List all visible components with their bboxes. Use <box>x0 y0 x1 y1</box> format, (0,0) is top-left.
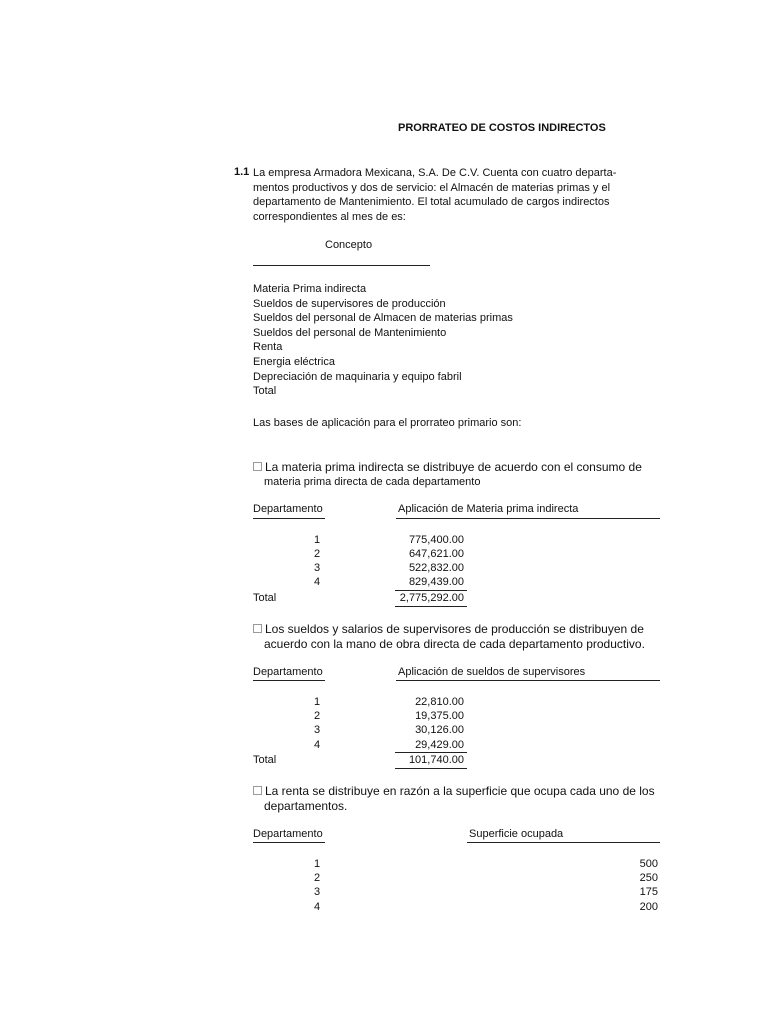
bullet-a <box>253 460 642 489</box>
concept-item: Materia Prima indirecta <box>253 283 367 295</box>
col-header-department: Departamento <box>253 503 323 515</box>
value-cell: 250 <box>639 872 658 884</box>
checkbox-glyph-icon <box>253 462 262 471</box>
value-cell: 829,439.00 <box>408 576 464 588</box>
value-cell: 200 <box>639 901 658 913</box>
dept-cell: 1 <box>313 534 321 546</box>
intro-line: departamento de Mantenimiento. El total acumulado de cargos indirectos <box>253 196 610 209</box>
dept-cell: 1 <box>313 696 321 708</box>
col-header-value: Superficie ocupada <box>469 828 564 840</box>
bullet-line: materia prima directa de cada departamento <box>264 475 481 488</box>
intro-line: correspondientes al mes de es: <box>253 210 406 223</box>
dept-cell: 1 <box>313 858 321 870</box>
header-underline <box>253 518 325 519</box>
checkbox-glyph-icon <box>253 786 262 795</box>
dept-cell: 2 <box>313 710 321 722</box>
checkbox-glyph-icon <box>253 624 262 633</box>
col-header-department: Departamento <box>253 666 323 678</box>
concept-underline <box>253 265 430 266</box>
dept-cell: 4 <box>313 901 321 913</box>
bullet-line: La renta se distribuye en razón a la superficie que ocupa cada uno de los <box>265 784 655 798</box>
total-value: 2,775,292.00 <box>399 592 464 604</box>
col-header-department: Departamento <box>253 828 323 840</box>
bases-text: Las bases de aplicación para el prorrateo primario son: <box>253 417 522 429</box>
concept-item: Sueldos del personal de Almacen de materias primas <box>253 312 513 325</box>
value-cell: 775,400.00 <box>408 534 464 546</box>
bullet-line: acuerdo con la mano de obra directa de cada departamento productivo. <box>264 636 645 651</box>
bullet-line: departamentos. <box>264 798 348 813</box>
concept-item: Sueldos del personal de Mantenimiento <box>253 326 447 339</box>
dept-cell: 3 <box>313 562 321 574</box>
header-underline <box>396 680 660 681</box>
total-label: Total <box>253 754 277 766</box>
bullet-b <box>253 622 645 651</box>
concept-item: Depreciación de maquinaria y equipo fabril <box>253 370 462 383</box>
section-number: 1.1 <box>234 166 250 178</box>
bullet-c <box>253 784 655 813</box>
intro-paragraph <box>253 166 616 224</box>
dept-cell: 3 <box>313 724 321 736</box>
dept-cell: 2 <box>313 872 321 884</box>
header-underline <box>253 680 325 681</box>
value-cell: 19,375.00 <box>415 710 464 722</box>
total-value: 101,740.00 <box>408 754 464 766</box>
concept-item: Total <box>253 385 277 398</box>
dept-cell: 3 <box>313 886 321 898</box>
value-cell: 522,832.00 <box>408 562 464 574</box>
value-cell: 647,621.00 <box>408 548 464 560</box>
concept-list <box>253 283 513 400</box>
header-underline <box>396 518 660 519</box>
dept-cell: 4 <box>313 739 321 751</box>
header-underline <box>467 842 660 843</box>
concept-header: Concepto <box>325 239 373 251</box>
col-header-value: Aplicación de sueldos de supervisores <box>398 666 586 678</box>
total-label: Total <box>253 592 277 604</box>
header-underline <box>253 842 325 843</box>
col-header-value: Aplicación de Materia prima indirecta <box>398 503 579 515</box>
bullet-line: Los sueldos y salarios de supervisores de producción se distribuyen de <box>265 622 644 636</box>
dept-cell: 2 <box>313 548 321 560</box>
dept-cell: 4 <box>313 576 321 588</box>
concept-item: Sueldos de supervisores de producción <box>253 297 446 310</box>
concept-item: Renta <box>253 341 283 354</box>
page-title: PRORRATEO DE COSTOS INDIRECTOS <box>398 122 606 134</box>
value-cell: 22,810.00 <box>415 696 464 708</box>
value-cell: 175 <box>639 886 658 898</box>
concept-item: Energia eléctrica <box>253 355 335 368</box>
value-cell: 29,429.00 <box>415 739 464 751</box>
value-cell: 30,126.00 <box>415 724 464 736</box>
bullet-line: La materia prima indirecta se distribuye de acuerdo con el consumo de <box>265 460 642 474</box>
value-cell: 500 <box>639 858 658 870</box>
intro-line: mentos productivos y dos de servicio: el Almacén de materias primas y el <box>253 181 611 194</box>
intro-line: La empresa Armadora Mexicana, S.A. De C.V. Cuenta con cuatro departa- <box>253 167 617 179</box>
